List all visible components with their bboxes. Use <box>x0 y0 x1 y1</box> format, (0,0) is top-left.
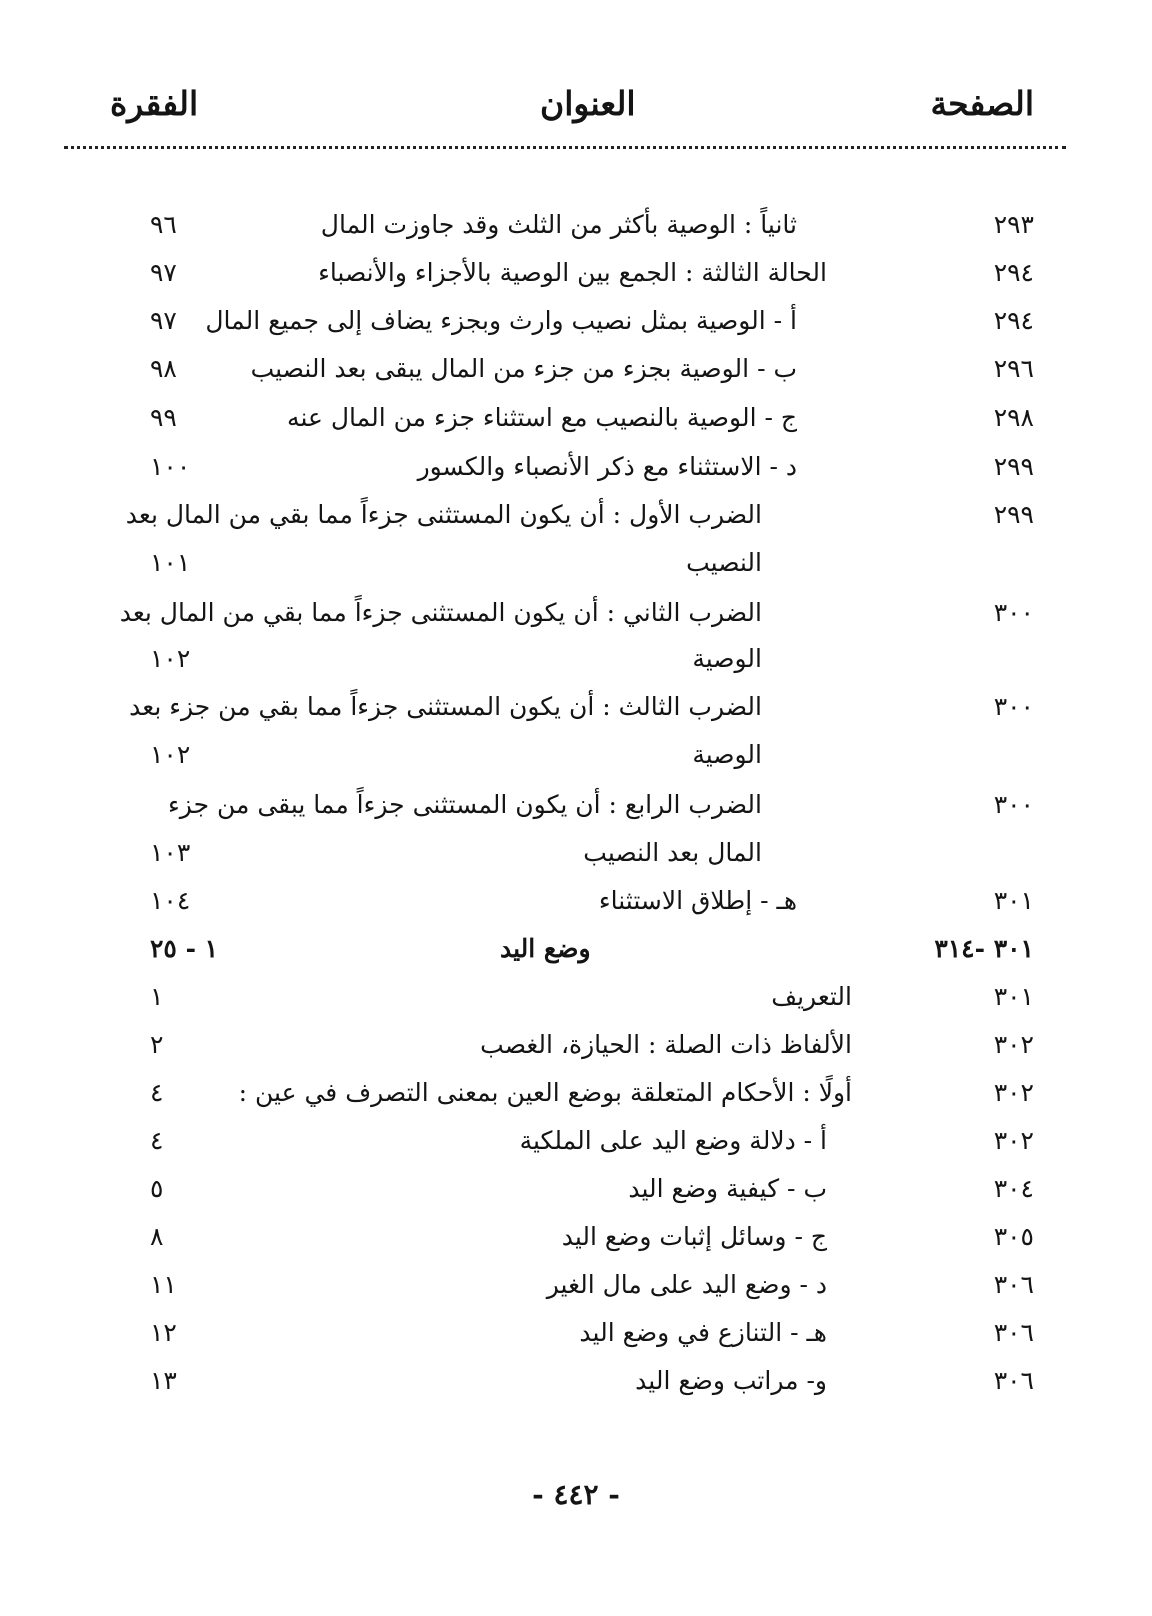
page-number: - ٤٤٢ - <box>532 1478 620 1511</box>
toc-page-number: ٣٠٠ <box>993 598 1034 627</box>
toc-entry-title: وضع اليد <box>500 934 591 963</box>
toc-paragraph-number: ٩٦ <box>150 210 177 239</box>
header-title-column: العنوان <box>540 84 636 123</box>
toc-row <box>0 644 1152 692</box>
toc-page-number: ٣٠٠ <box>993 692 1034 721</box>
toc-paragraph-number: ١ <box>150 982 164 1011</box>
toc-row <box>0 982 1152 1030</box>
toc-row <box>0 452 1152 500</box>
toc-entry-title: أ - الوصية بمثل نصيب وارث وبجزء يضاف إلى جميع المال <box>205 306 797 335</box>
toc-row <box>0 740 1152 788</box>
toc-entry-title: الوصية <box>692 740 762 769</box>
toc-paragraph-number: ١ - ٢٥ <box>150 934 219 963</box>
toc-entry-title: هـ - إطلاق الاستثناء <box>598 886 797 915</box>
toc-page-number: ٣٠١ <box>993 982 1034 1011</box>
toc-paragraph-number: ٢ <box>150 1030 164 1059</box>
toc-entry-title: ج - وسائل إثبات وضع اليد <box>561 1222 827 1251</box>
toc-page-number: ٢٩٩ <box>993 500 1034 529</box>
toc-entry-title: التعريف <box>771 982 852 1011</box>
toc-entry-title: أ - دلالة وضع اليد على الملكية <box>519 1126 827 1155</box>
toc-page-number: ٣٠٦ <box>993 1318 1034 1347</box>
toc-page-number: ٢٩٤ <box>993 258 1034 287</box>
toc-entry-title: ج - الوصية بالنصيب مع استثناء جزء من المال عنه <box>287 403 797 432</box>
toc-row <box>0 210 1152 258</box>
toc-page-number: ٣٠٤ <box>993 1174 1034 1203</box>
toc-page-number: ٣٠١ <box>993 886 1034 915</box>
toc-page-number: ٢٩٦ <box>993 354 1034 383</box>
toc-entry-title: الضرب الرابع : أن يكون المستثنى جزءاً مما يبقى من جزء <box>168 790 762 819</box>
toc-entry-title: المال بعد النصيب <box>583 838 762 867</box>
toc-page-number: ٣٠٠ <box>993 790 1034 819</box>
toc-page-number: ٣٠٢ <box>993 1030 1034 1059</box>
toc-row <box>0 598 1152 646</box>
toc-entry-title: ثانياً : الوصية بأكثر من الثلث وقد جاوزت المال <box>320 210 797 239</box>
toc-entry-title: ب - كيفية وضع اليد <box>628 1174 827 1203</box>
toc-page-number: ٢٩٤ <box>993 306 1034 335</box>
toc-paragraph-number: ٩٩ <box>150 403 177 432</box>
toc-row <box>0 258 1152 306</box>
toc-row <box>0 1078 1152 1126</box>
toc-paragraph-number: ١٠٠ <box>150 452 191 481</box>
toc-row <box>0 934 1152 982</box>
toc-entry-title: الحالة الثالثة : الجمع بين الوصية بالأجزاء والأنصباء <box>318 258 827 287</box>
toc-page-number: ٣٠٢ <box>993 1126 1034 1155</box>
toc-row <box>0 500 1152 548</box>
toc-row <box>0 838 1152 886</box>
toc-row <box>0 1366 1152 1414</box>
toc-paragraph-number: ١٢ <box>150 1318 177 1347</box>
toc-entry-title: الضرب الثاني : أن يكون المستثنى جزءاً مما بقي من المال بعد <box>119 598 762 627</box>
toc-page-number: ٣٠٦ <box>993 1366 1034 1395</box>
toc-row <box>0 1126 1152 1174</box>
toc-page-number: ٣٠٦ <box>993 1270 1034 1299</box>
toc-row <box>0 790 1152 838</box>
toc-entry-title: الألفاظ ذات الصلة : الحيازة، الغصب <box>480 1030 852 1059</box>
toc-entry-title: النصيب <box>686 548 762 577</box>
toc-entry-title: و- مراتب وضع اليد <box>635 1366 827 1395</box>
toc-page-number: ٣٠٢ <box>993 1078 1034 1107</box>
toc-entry-title: الوصية <box>692 644 762 673</box>
toc-page-number: ٢٩٩ <box>993 452 1034 481</box>
toc-row <box>0 1222 1152 1270</box>
toc-paragraph-number: ٤ <box>150 1126 164 1155</box>
toc-entry-title: هـ - التنازع في وضع اليد <box>579 1318 827 1347</box>
toc-paragraph-number: ١٠٢ <box>150 644 191 673</box>
toc-page-number: ٣٠١ -٣١٤ <box>934 934 1034 963</box>
toc-row <box>0 692 1152 740</box>
toc-page-number: ٢٩٣ <box>993 210 1034 239</box>
header-divider <box>64 146 1066 149</box>
toc-paragraph-number: ١٠١ <box>150 548 191 577</box>
toc-paragraph-number: ٤ <box>150 1078 164 1107</box>
toc-entry-title: الضرب الأول : أن يكون المستثنى جزءاً مما بقي من المال بعد <box>125 500 762 529</box>
toc-entry-title: ب - الوصية بجزء من جزء من المال يبقى بعد النصيب <box>250 354 797 383</box>
toc-paragraph-number: ١١ <box>150 1270 177 1299</box>
toc-paragraph-number: ٨ <box>150 1222 164 1251</box>
toc-row <box>0 886 1152 934</box>
toc-entry-title: الضرب الثالث : أن يكون المستثنى جزءاً مما بقي من جزء بعد <box>129 692 762 721</box>
header-page-column: الصفحة <box>930 84 1034 123</box>
toc-row <box>0 1318 1152 1366</box>
toc-entry-title: أولًا : الأحكام المتعلقة بوضع العين بمعنى التصرف في عين : <box>238 1078 852 1107</box>
toc-page-number: ٢٩٨ <box>993 403 1034 432</box>
toc-paragraph-number: ٩٧ <box>150 306 177 335</box>
header-paragraph-column: الفقرة <box>110 84 199 123</box>
toc-paragraph-number: ٥ <box>150 1174 164 1203</box>
toc-page-number: ٣٠٥ <box>993 1222 1034 1251</box>
toc-paragraph-number: ١٠٤ <box>150 886 191 915</box>
toc-row <box>0 1030 1152 1078</box>
toc-row <box>0 306 1152 354</box>
toc-paragraph-number: ١٠٢ <box>150 740 191 769</box>
toc-row <box>0 354 1152 402</box>
toc-row <box>0 403 1152 451</box>
toc-paragraph-number: ٩٨ <box>150 354 177 383</box>
toc-paragraph-number: ١٣ <box>150 1366 177 1395</box>
toc-paragraph-number: ١٠٣ <box>150 838 191 867</box>
toc-entry-title: د - الاستثناء مع ذكر الأنصباء والكسور <box>417 452 797 481</box>
toc-paragraph-number: ٩٧ <box>150 258 177 287</box>
toc-entry-title: د - وضع اليد على مال الغير <box>546 1270 827 1299</box>
toc-row <box>0 1270 1152 1318</box>
toc-row <box>0 548 1152 596</box>
toc-row <box>0 1174 1152 1222</box>
